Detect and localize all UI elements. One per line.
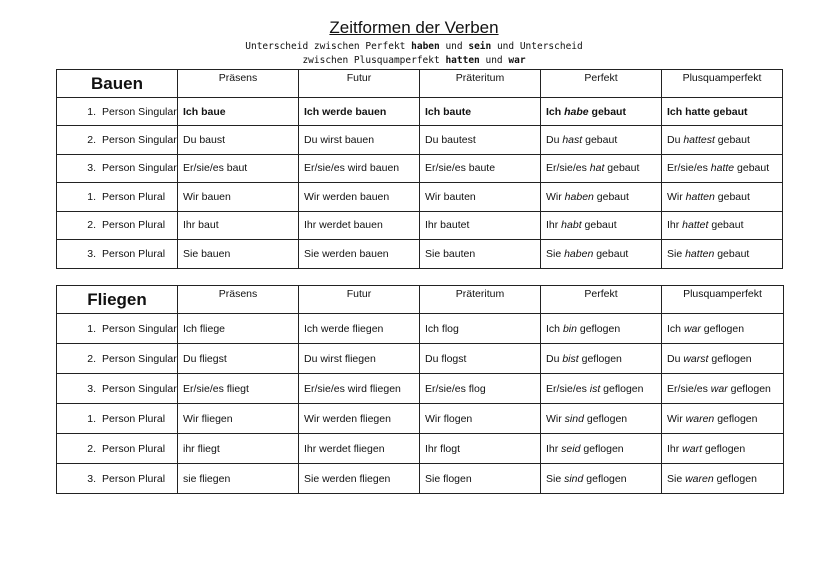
conjugation-text: Er/sie/es (667, 382, 711, 395)
auxiliary-verb: waren (685, 472, 714, 485)
auxiliary-verb: habt (561, 219, 582, 232)
page-title: Zeitformen der Verben (329, 18, 499, 37)
person-label: Person Singular (102, 322, 177, 335)
conjugation-text: Er/sie/es (667, 162, 711, 175)
conjugation-cell (662, 154, 783, 183)
conjugation-cell (178, 374, 299, 404)
conjugation-text: gebaut (593, 190, 629, 203)
person-cell (57, 183, 178, 212)
tense-header: Perfekt (541, 70, 662, 98)
subtitle-keyword: haben (411, 41, 440, 52)
conjugation-cell (662, 126, 783, 155)
person-label: Person Singular (102, 105, 177, 118)
conjugation-cell (541, 98, 662, 126)
conjugation-text: Du fliegst (183, 352, 227, 365)
table-row (57, 183, 783, 212)
conjugation-cell (541, 126, 662, 155)
auxiliary-verb: haben (564, 190, 594, 203)
conjugation-text: Ich (546, 105, 565, 118)
conjugation-cell (178, 154, 299, 183)
person-label: Person Plural (102, 219, 166, 232)
verb-heading: Bauen (57, 70, 178, 98)
conjugation-text: Sie bauen (183, 247, 231, 260)
conjugation-text: gebaut (714, 247, 750, 260)
conjugation-cell (541, 464, 662, 494)
conjugation-cell (420, 98, 541, 126)
tense-header: Plusquamperfekt (662, 70, 783, 98)
conjugation-text: Er/sie/es (546, 382, 590, 395)
conjugation-cell (541, 374, 662, 404)
subtitle-line-1 (0, 40, 828, 54)
conjugation-cell (662, 434, 784, 464)
conjugation-text: Wir (546, 412, 565, 425)
person-cell (57, 126, 178, 155)
conjugation-cell (299, 374, 420, 404)
person-label: Person Plural (102, 472, 166, 485)
conjugation-text: Du (667, 352, 684, 365)
conjugation-cell (541, 211, 662, 240)
auxiliary-verb: hat (589, 162, 605, 175)
person-label: Person Plural (102, 247, 166, 260)
table-header-row (57, 70, 783, 98)
conjugation-text: Du baust (183, 133, 226, 146)
conjugation-text: Wir (546, 190, 565, 203)
conjugation-text: gebaut (604, 162, 640, 175)
auxiliary-verb: hatten (685, 247, 715, 260)
table-header-row (57, 286, 784, 314)
conjugation-cell (420, 344, 541, 374)
conjugation-text: Ihr (546, 219, 562, 232)
person-number: 1. (87, 190, 96, 203)
person-number: 1. (87, 412, 96, 425)
person-cell (57, 211, 178, 240)
tense-header: Präsens (178, 70, 299, 98)
conjugation-text: Ihr (546, 442, 562, 455)
conjugation-text: Wir bauen (183, 190, 231, 203)
conjugation-cell (178, 344, 299, 374)
conjugation-cell (662, 98, 783, 126)
conjugation-text: Du (546, 133, 563, 146)
person-number: 3. (87, 162, 96, 175)
conjugation-cell (420, 211, 541, 240)
conjugation-text: Sie flogen (425, 472, 472, 485)
person-label: Person Singular (102, 382, 177, 395)
conjugation-cell (299, 404, 420, 434)
conjugation-text: Ihr (667, 219, 683, 232)
conjugation-text: Du bautest (425, 133, 476, 146)
conjugation-cell (662, 374, 784, 404)
auxiliary-verb: bist (562, 352, 579, 365)
conjugation-text: Sie bauten (425, 247, 476, 260)
conjugation-text: Ihr werdet fliegen (304, 442, 385, 455)
conjugation-cell (299, 126, 420, 155)
conjugation-text: gebaut (588, 105, 626, 118)
conjugation-text: Sie werden bauen (304, 247, 389, 260)
conjugation-cell (299, 211, 420, 240)
conjugation-cell (420, 404, 541, 434)
conjugation-text: geflogen (583, 412, 628, 425)
table-row (57, 98, 783, 126)
auxiliary-verb: sind (564, 472, 584, 485)
conjugation-cell (420, 374, 541, 404)
conjugation-cell (541, 183, 662, 212)
conjugation-cell (178, 211, 299, 240)
conjugation-text: Sie (546, 247, 565, 260)
conjugation-text: geflogen (700, 322, 745, 335)
conjugation-text: Ihr flogt (425, 442, 461, 455)
tense-header: Plusquamperfekt (662, 286, 784, 314)
conjugation-text: gebaut (581, 219, 617, 232)
auxiliary-verb: ist (589, 382, 601, 395)
conjugation-text: gebaut (582, 133, 618, 146)
auxiliary-verb: haben (564, 247, 594, 260)
subtitle-text: und (439, 41, 469, 52)
conjugation-text: Wir werden bauen (304, 190, 390, 203)
conjugation-text: Sie (546, 472, 565, 485)
auxiliary-verb: wart (682, 442, 703, 455)
conjugation-text: Wir flogen (425, 412, 473, 425)
conjugation-cell (178, 434, 299, 464)
conjugation-text: Er/sie/es (546, 162, 590, 175)
conjugation-cell (299, 154, 420, 183)
table-row (57, 240, 783, 269)
conjugation-cell (178, 240, 299, 269)
conjugation-text: Ihr baut (183, 219, 219, 232)
tense-header: Präteritum (420, 70, 541, 98)
conjugation-cell (420, 314, 541, 344)
subtitle-keyword: hatten (445, 55, 480, 66)
conjugation-cell (299, 183, 420, 212)
conjugation-text: ihr fliegt (183, 442, 220, 455)
table-row (57, 434, 784, 464)
conjugation-text: geflogen (708, 352, 752, 365)
conjugation-cell (662, 464, 784, 494)
person-number: 2. (87, 133, 96, 146)
conjugation-cell (299, 98, 420, 126)
tense-header: Perfekt (541, 286, 662, 314)
conjugation-text: Ihr (667, 442, 683, 455)
conjugation-cell (541, 314, 662, 344)
conjugation-cell (420, 183, 541, 212)
conjugation-cell (541, 434, 662, 464)
table-row (57, 154, 783, 183)
auxiliary-verb: bin (562, 322, 577, 335)
person-label: Person Singular (102, 162, 177, 175)
conjugation-text: Ich fliege (183, 322, 226, 335)
person-cell (57, 434, 178, 464)
conjugation-table-fliegen (56, 285, 784, 494)
conjugation-text: Sie (667, 247, 686, 260)
conjugation-text: geflogen (713, 472, 757, 485)
conjugation-cell (662, 404, 784, 434)
table-row (57, 464, 784, 494)
conjugation-cell (178, 126, 299, 155)
conjugation-text: geflogen (580, 442, 624, 455)
table-row (57, 404, 784, 434)
conjugation-text: Ich (546, 322, 563, 335)
subtitle-line-2 (0, 54, 828, 68)
conjugation-cell (662, 183, 783, 212)
conjugation-cell (541, 344, 662, 374)
conjugation-cell (299, 344, 420, 374)
auxiliary-verb: war (683, 322, 701, 335)
conjugation-text: Ich baue (183, 105, 226, 118)
person-cell (57, 314, 178, 344)
conjugation-text: sie fliegen (183, 472, 231, 485)
conjugation-cell (662, 240, 783, 269)
person-label: Person Plural (102, 412, 166, 425)
conjugation-cell (299, 434, 420, 464)
conjugation-text: Sie werden fliegen (304, 472, 391, 485)
conjugation-cell (178, 404, 299, 434)
conjugation-text: Wir werden fliegen (304, 412, 391, 425)
person-cell (57, 404, 178, 434)
conjugation-text: geflogen (576, 322, 621, 335)
conjugation-text: Er/sie/es flog (425, 382, 486, 395)
person-cell (57, 464, 178, 494)
subtitle-keyword: war (508, 55, 526, 66)
conjugation-cell (662, 344, 784, 374)
auxiliary-verb: war (710, 382, 728, 395)
auxiliary-verb: seid (561, 442, 581, 455)
auxiliary-verb: habe (564, 105, 589, 118)
conjugation-text: Du flogst (425, 352, 467, 365)
conjugation-cell (420, 240, 541, 269)
table-row (57, 344, 784, 374)
person-label: Person Plural (102, 190, 166, 203)
conjugation-text: geflogen (583, 472, 627, 485)
page-subtitle (0, 40, 828, 68)
conjugation-text: Ich flog (425, 322, 459, 335)
table-row (57, 211, 783, 240)
person-cell (57, 98, 178, 126)
conjugation-text: Sie (667, 472, 686, 485)
conjugation-text: gebaut (734, 162, 770, 175)
conjugation-text: geflogen (702, 442, 746, 455)
auxiliary-verb: waren (685, 412, 715, 425)
conjugation-cell (420, 434, 541, 464)
conjugation-text: Wir fliegen (183, 412, 233, 425)
person-number: 2. (87, 442, 96, 455)
person-label: Person Singular (102, 133, 177, 146)
conjugation-text: Du wirst bauen (304, 133, 375, 146)
conjugation-text: Wir bauten (425, 190, 476, 203)
conjugation-text: Ich hatte gebaut (667, 105, 748, 118)
tense-header: Futur (299, 286, 420, 314)
table-row (57, 126, 783, 155)
conjugation-text: Ich werde bauen (304, 105, 387, 118)
conjugation-text: Du wirst fliegen (304, 352, 376, 365)
auxiliary-verb: hattet (682, 219, 709, 232)
conjugation-cell (299, 240, 420, 269)
person-number: 1. (87, 322, 96, 335)
tense-header: Präsens (178, 286, 299, 314)
table-row (57, 314, 784, 344)
conjugation-cell (662, 314, 784, 344)
conjugation-text: Er/sie/es wird fliegen (304, 382, 401, 395)
auxiliary-verb: warst (683, 352, 709, 365)
conjugation-cell (541, 240, 662, 269)
conjugation-cell (178, 314, 299, 344)
conjugation-text: Ihr bautet (425, 219, 470, 232)
conjugation-text: gebaut (708, 219, 744, 232)
conjugation-cell (541, 404, 662, 434)
conjugation-text: geflogen (714, 412, 758, 425)
person-label: Person Plural (102, 442, 166, 455)
tense-header: Präteritum (420, 286, 541, 314)
person-number: 1. (87, 105, 96, 118)
auxiliary-verb: hast (562, 133, 583, 146)
auxiliary-verb: hatten (685, 190, 715, 203)
conjugation-text: gebaut (714, 133, 750, 146)
person-number: 2. (87, 352, 96, 365)
conjugation-table-bauen (56, 69, 783, 269)
conjugation-cell (178, 183, 299, 212)
person-number: 2. (87, 219, 96, 232)
auxiliary-verb: hattest (683, 133, 715, 146)
conjugation-text: Er/sie/es wird bauen (304, 162, 400, 175)
conjugation-text: gebaut (714, 190, 750, 203)
conjugation-cell (178, 464, 299, 494)
verb-heading: Fliegen (57, 286, 178, 314)
conjugation-text: geflogen (727, 382, 771, 395)
conjugation-text: Wir (667, 412, 686, 425)
conjugation-text: Du (546, 352, 563, 365)
conjugation-text: Ich werde fliegen (304, 322, 384, 335)
subtitle-keyword: sein (468, 41, 492, 52)
person-cell (57, 374, 178, 404)
conjugation-cell (420, 126, 541, 155)
subtitle-text: und (479, 55, 509, 66)
conjugation-cell (420, 154, 541, 183)
person-number: 3. (87, 472, 96, 485)
conjugation-cell (541, 154, 662, 183)
conjugation-text: Er/sie/es fliegt (183, 382, 249, 395)
auxiliary-verb: sind (564, 412, 584, 425)
conjugation-cell (299, 314, 420, 344)
conjugation-text: Du (667, 133, 684, 146)
conjugation-text: Wir (667, 190, 686, 203)
conjugation-text: geflogen (578, 352, 622, 365)
conjugation-cell (420, 464, 541, 494)
auxiliary-verb: hatte (710, 162, 735, 175)
conjugation-text: geflogen (600, 382, 644, 395)
conjugation-text: gebaut (593, 247, 629, 260)
conjugation-text: Ich baute (425, 105, 472, 118)
conjugation-text: Er/sie/es baut (183, 162, 248, 175)
person-number: 3. (87, 382, 96, 395)
conjugation-cell (178, 98, 299, 126)
conjugation-text: Ihr werdet bauen (304, 219, 383, 232)
subtitle-text: Unterscheid zwischen Perfekt (245, 41, 412, 52)
person-number: 3. (87, 247, 96, 260)
person-cell (57, 154, 178, 183)
person-cell (57, 240, 178, 269)
conjugation-cell (299, 464, 420, 494)
conjugation-cell (662, 211, 783, 240)
conjugation-text: Er/sie/es baute (425, 162, 496, 175)
subtitle-text: und Unterscheid (491, 41, 583, 52)
tense-header: Futur (299, 70, 420, 98)
person-cell (57, 344, 178, 374)
subtitle-text: zwischen Plusquamperfekt (302, 55, 446, 66)
table-row (57, 374, 784, 404)
conjugation-text: Ich (667, 322, 684, 335)
person-label: Person Singular (102, 352, 177, 365)
